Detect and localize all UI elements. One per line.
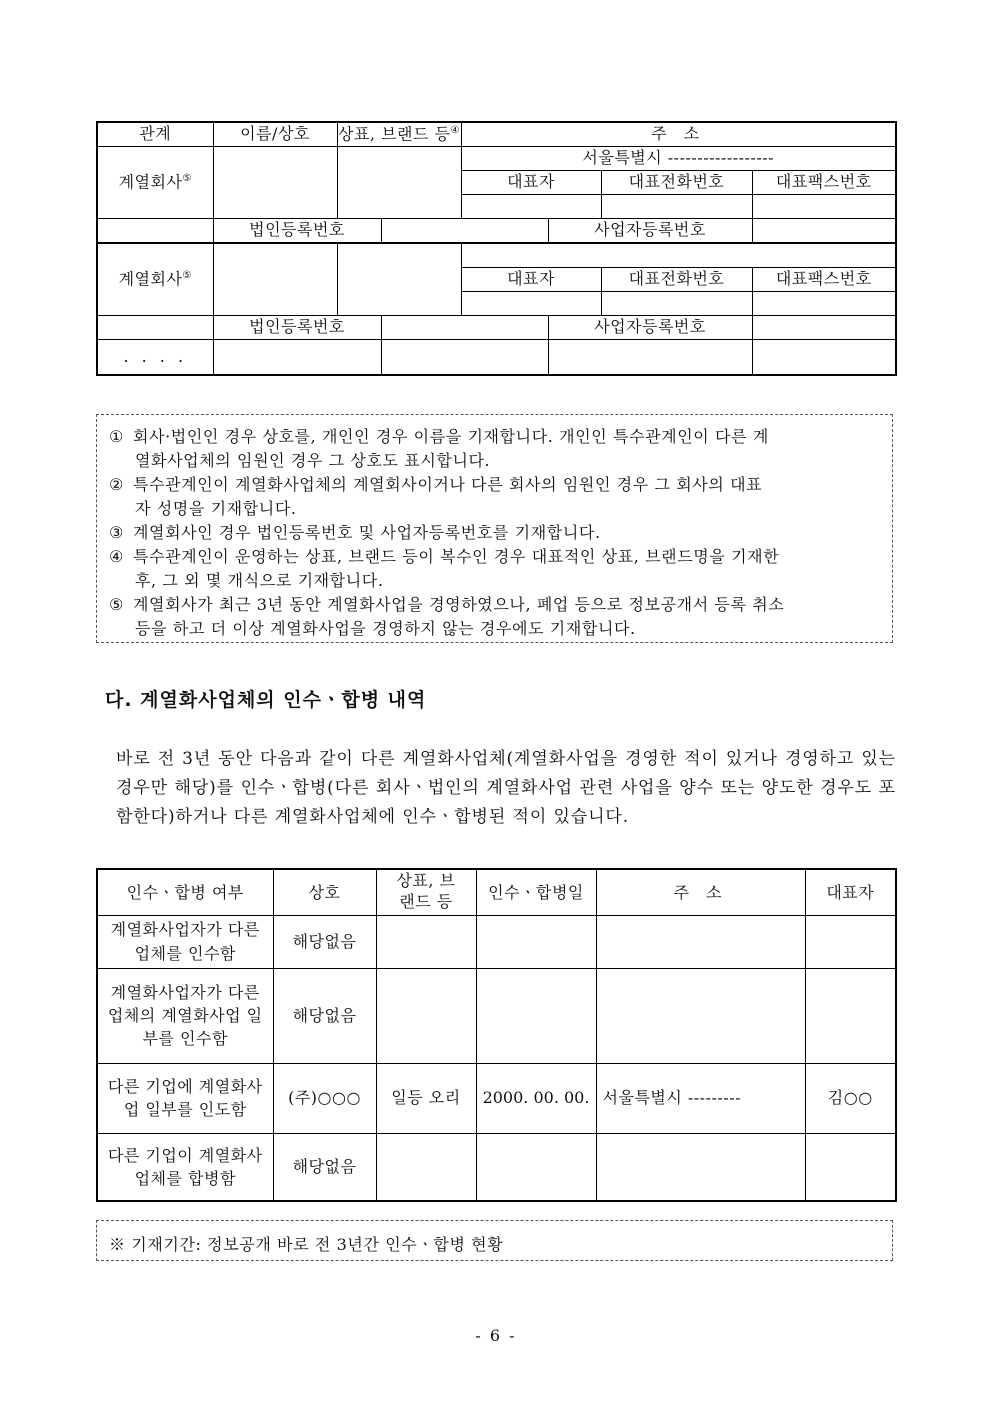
header-address: 주 소 [461, 122, 896, 147]
table-row-brand [376, 1133, 476, 1201]
note-5: ⑤ 계열회사가 최근 3년 동안 계열화사업을 경영하였으나, 폐업 등으로 정보공개서 등록 취소 등을 하고 더 이상 계열화사업을 경영하지 않는 경우에도 기재합니다. [109, 595, 785, 638]
table-row-type: 계열화사업자가 다른 업체를 인수함 [97, 915, 273, 968]
header-address: 주 소 [596, 869, 805, 915]
representative-value [461, 195, 601, 219]
merger-table [96, 868, 897, 1202]
affiliate-label: 계열회사⑤ [97, 243, 213, 316]
table-row-representative [805, 968, 896, 1063]
representative-label: 대표자 [461, 268, 601, 292]
table-row-date: 2000. 00. 00. [476, 1063, 596, 1133]
affiliate-name-cell [213, 147, 337, 219]
header-relation: 관계 [97, 122, 213, 147]
table-row-representative: 김○○ [805, 1063, 896, 1133]
note-2: ② 특수관계인이 계열화사업체의 계열회사이거나 다른 회사의 임원인 경우 그 회사의 대표 자 성명을 기재합니다. [109, 475, 763, 518]
ellipsis-cell [213, 340, 381, 376]
table-row-address: 서울특별시 --------- [596, 1063, 805, 1133]
biz-reg-label: 사업자등록번호 [548, 316, 752, 340]
representative-label: 대표자 [461, 171, 601, 195]
note-1: ① 회사·법인인 경우 상호를, 개인인 경우 이름을 기재합니다. 개인인 특수관계인이 다른 계 열화사업체의 임원인 경우 그 상호도 표시합니다. [109, 427, 769, 470]
table-row-representative [805, 915, 896, 968]
table-row-address [596, 1133, 805, 1201]
rep-fax-value [752, 292, 896, 316]
corp-reg-label: 법인등록번호 [213, 219, 381, 244]
corp-reg-spacer [97, 219, 213, 244]
rep-fax-label: 대표팩스번호 [752, 268, 896, 292]
rep-phone-value [601, 195, 752, 219]
table-row-company: (주)○○○ [273, 1063, 376, 1133]
affiliate-brand-cell [337, 243, 461, 316]
rep-phone-label: 대표전화번호 [601, 171, 752, 195]
table-row-company: 해당없음 [273, 915, 376, 968]
ellipsis-cell [548, 340, 752, 376]
corp-reg-value [381, 219, 548, 244]
ellipsis-cell [381, 340, 548, 376]
ellipsis-cell [752, 340, 896, 376]
section-heading: 다. 계열화사업체의 인수ㆍ합병 내역 [105, 689, 427, 711]
rep-phone-value [601, 292, 752, 316]
rep-phone-label: 대표전화번호 [601, 268, 752, 292]
table-row-representative [805, 1133, 896, 1201]
table-row-address [596, 968, 805, 1063]
affiliate-address [461, 243, 896, 268]
page-number: - 6 - [475, 1326, 517, 1345]
rep-fax-label: 대표팩스번호 [752, 171, 896, 195]
footnote-box [96, 1220, 893, 1261]
corp-reg-label: 법인등록번호 [213, 316, 381, 340]
table-row-address [596, 915, 805, 968]
representative-value [461, 292, 601, 316]
header-merger-type: 인수ㆍ합병 여부 [97, 869, 273, 915]
note-3: ③ 계열회사인 경우 법인등록번호 및 사업자등록번호를 기재합니다. [109, 523, 601, 542]
header-company: 상호 [273, 869, 376, 915]
header-brand: 상표, 브랜드 등 [376, 869, 476, 915]
table-row-type: 다른 기업이 계열화사업체를 합병함 [97, 1133, 273, 1201]
header-brand: 상표, 브랜드 등④ [337, 122, 461, 147]
header-merger-date: 인수ㆍ합병일 [476, 869, 596, 915]
notes-box [96, 414, 893, 643]
intro-paragraph: 바로 전 3년 동안 다음과 같이 다른 계열화사업체(계열화사업을 경영한 적이 있거나 경영하고 있는 경우만 해당)를 인수ㆍ합병(다른 회사ㆍ법인의 계열화사업 관련 사업을 양수 또는 양도한 경우도 포함한다)하거나 다른 계열화사업체에 인수ㆍ합병된 적이 있습니다. [116, 749, 896, 827]
table-row-type: 계열화사업자가 다른 업체의 계열화사업 일부를 인수함 [97, 968, 273, 1063]
biz-reg-label: 사업자등록번호 [548, 219, 752, 244]
table-row-date [476, 1133, 596, 1201]
table-row-type: 다른 기업에 계열화사업 일부를 인도함 [97, 1063, 273, 1133]
header-name: 이름/상호 [213, 122, 337, 147]
table-row-brand [376, 915, 476, 968]
affiliate-label: 계열회사⑤ [97, 147, 213, 219]
table-row-brand [376, 968, 476, 1063]
corp-reg-value [381, 316, 548, 340]
affiliate-name-cell [213, 243, 337, 316]
affiliate-brand-cell [337, 147, 461, 219]
header-representative: 대표자 [805, 869, 896, 915]
footnote-text: ※ 기재기간: 정보공개 바로 전 3년간 인수ㆍ합병 현황 [109, 1235, 504, 1254]
table-row-company: 해당없음 [273, 968, 376, 1063]
affiliates-table [96, 121, 897, 376]
table-row-company: 해당없음 [273, 1133, 376, 1201]
table-row-date [476, 968, 596, 1063]
corp-reg-spacer [97, 316, 213, 340]
biz-reg-value [752, 219, 896, 244]
table-row-date [476, 915, 596, 968]
table-row-brand: 일등 오리 [376, 1063, 476, 1133]
ellipsis-row-label: . . . . [97, 340, 213, 376]
rep-fax-value [752, 195, 896, 219]
biz-reg-value [752, 316, 896, 340]
note-4: ④ 특수관계인이 운영하는 상표, 브랜드 등이 복수인 경우 대표적인 상표, 브랜드명을 기재한 후, 그 외 몇 개식으로 기재합니다. [109, 547, 780, 590]
affiliate-address: 서울특별시 ------------------ [461, 147, 896, 171]
